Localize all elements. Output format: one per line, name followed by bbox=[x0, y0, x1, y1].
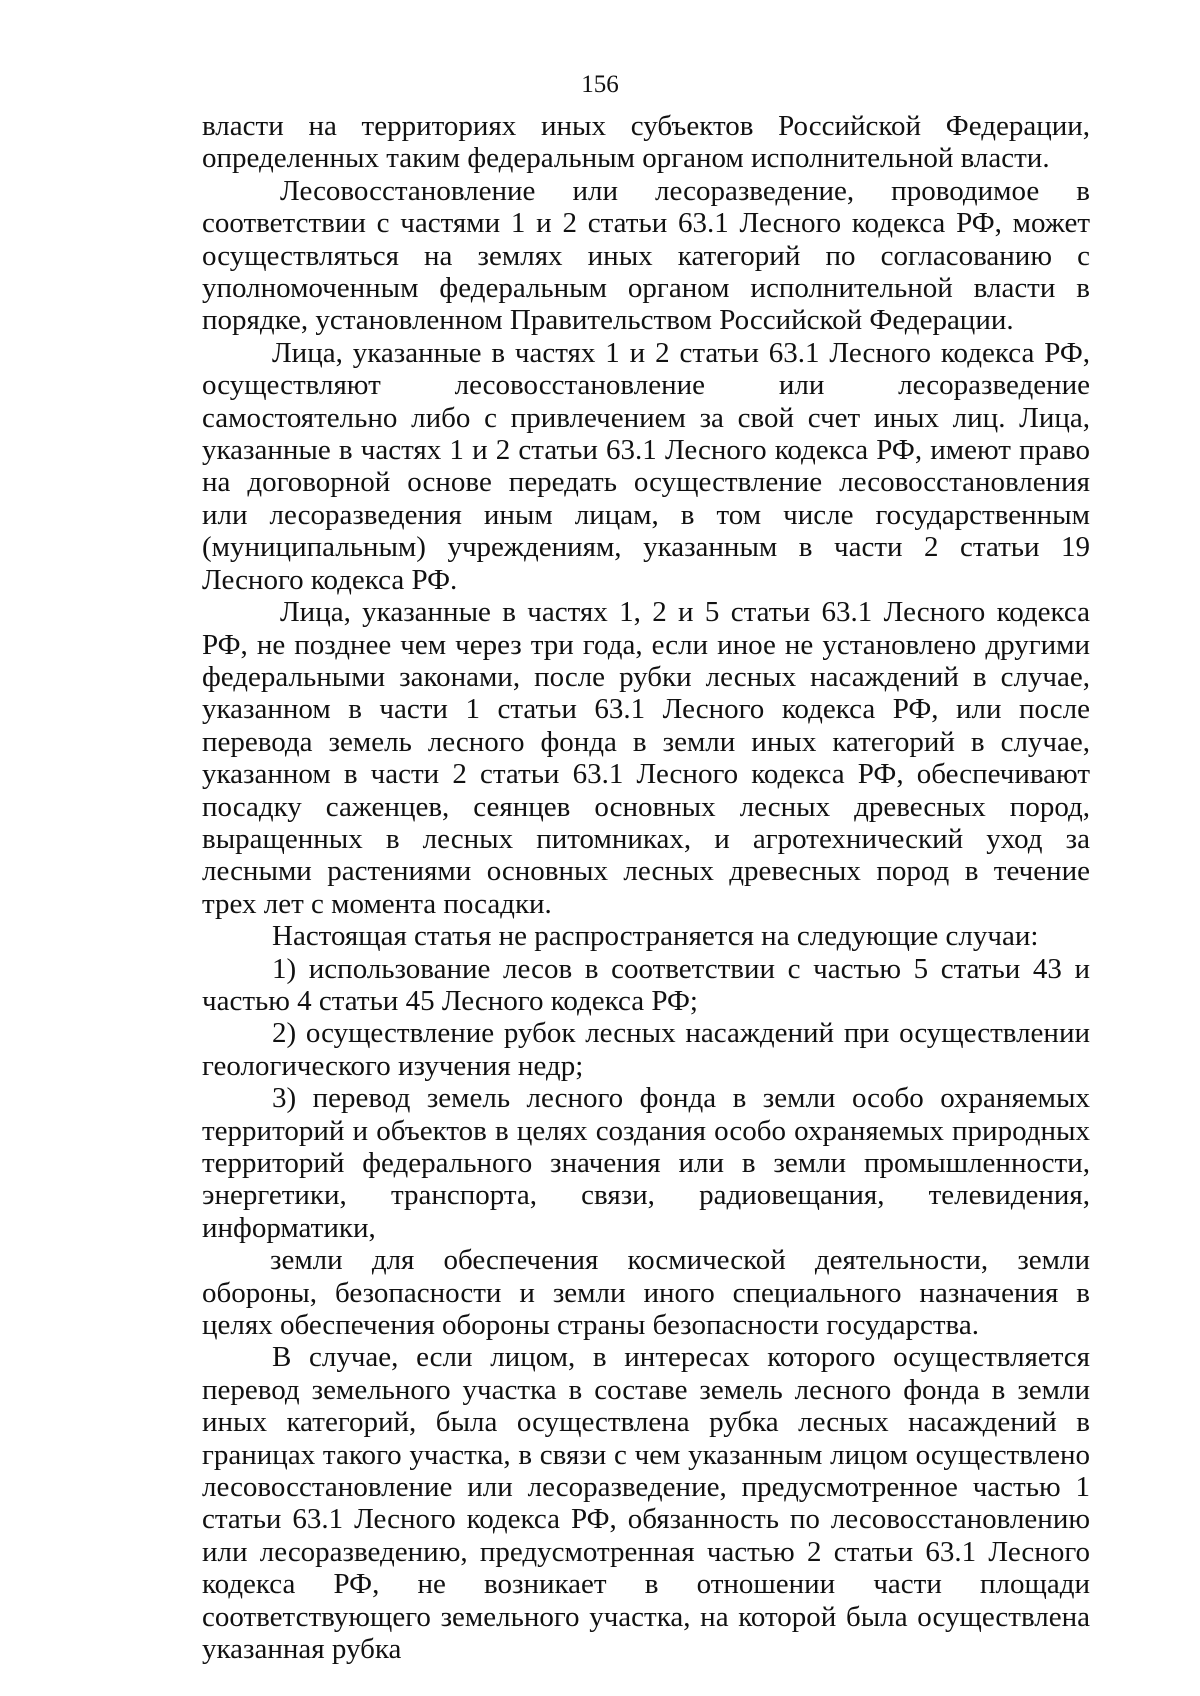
paragraph-3: Лица, указанные в частях 1 и 2 статьи 63.1 Лесного кодекса РФ, осуществляют лесовосстановление или лесоразведение самостоятельно либо с привлечением за свой счет иных лиц. Лица, указанные в частях 1 и 2 статьи 63.1 Лесного кодекса РФ, имеют право на договорной основе передать осуществление лесовосстановления или лесоразведения иным лицам, в том числе государственным (муниципальным) учреждениям, указанным в части 2 статьи 19 Лесного кодекса РФ. bbox=[202, 336, 1090, 596]
list-item-1: 1) использование лесов в соответствии с частью 5 статьи 43 и частью 4 статьи 45 Лесного кодекса РФ; bbox=[202, 952, 1090, 1017]
list-item-2: 2) осуществление рубок лесных насаждений при осуществлении геологического изучения недр; bbox=[202, 1017, 1090, 1082]
paragraph-2: Лесовосстановление или лесоразведение, проводимое в соответствии с частями 1 и 2 статьи 63.1 Лесного кодекса РФ, может осуществляться на землях иных категорий по согласованию с уполномоченным федеральным органом исполнительной власти в порядке, установленном Правительством Российской Федерации. bbox=[202, 174, 1090, 337]
paragraph-4: Лица, указанные в частях 1, 2 и 5 статьи 63.1 Лесного кодекса РФ, не позднее чем через три года, если иное не установлено другими федеральными законами, после рубки лесных насаждений в случае, указанном в части 1 статьи 63.1 Лесного кодекса РФ, или после перевода земель лесного фонда в земли иных категорий в случае, указанном в части 2 статьи 63.1 Лесного кодекса РФ, обеспечивают посадку саженцев, сеянцев основных лесных древесных пород, выращенных в лесных питомниках, и агротехнический уход за лесными растениями основных лесных древесных пород в течение трех лет с момента посадки. bbox=[202, 596, 1090, 920]
list-item-3-continuation: земли для обеспечения космической деятельности, земли обороны, безопасности и земли иного специального назначения в целях обеспечения обороны страны безопасности государства. bbox=[202, 1244, 1090, 1342]
paragraph-1: власти на территориях иных субъектов Российской Федерации, определенных таким федеральным органом исполнительной власти. bbox=[202, 110, 1090, 175]
paragraph-5: Настоящая статья не распространяется на следующие случаи: bbox=[272, 920, 1039, 953]
paragraph-6: В случае, если лицом, в интересах которого осуществляется перевод земельного участка в составе земель лесного фонда в земли иных категорий, была осуществлена рубка лесных насаждений в границах такого участка, в связи с чем указанным лицом осуществлено лесовосстановление или лесоразведение, предусмотренное частью 1 статьи 63.1 Лесного кодекса РФ, обязанность по лесовосстановлению или лесоразведению, предусмотренная частью 2 статьи 63.1 Лесного кодекса РФ, не возникает в отношении части площади соответствующего земельного участка, на которой была осуществлена указанная рубка bbox=[202, 1341, 1090, 1666]
document-body bbox=[202, 110, 1090, 1666]
list-item-3: 3) перевод земель лесного фонда в земли особо охраняемых территорий и объектов в целях создания особо охраняемых природных территорий федерального значения или в земли промышленности, энергетики, транспорта, связи, радиовещания, телевидения, информатики, bbox=[202, 1082, 1090, 1244]
page-number: 156 bbox=[581, 71, 619, 98]
